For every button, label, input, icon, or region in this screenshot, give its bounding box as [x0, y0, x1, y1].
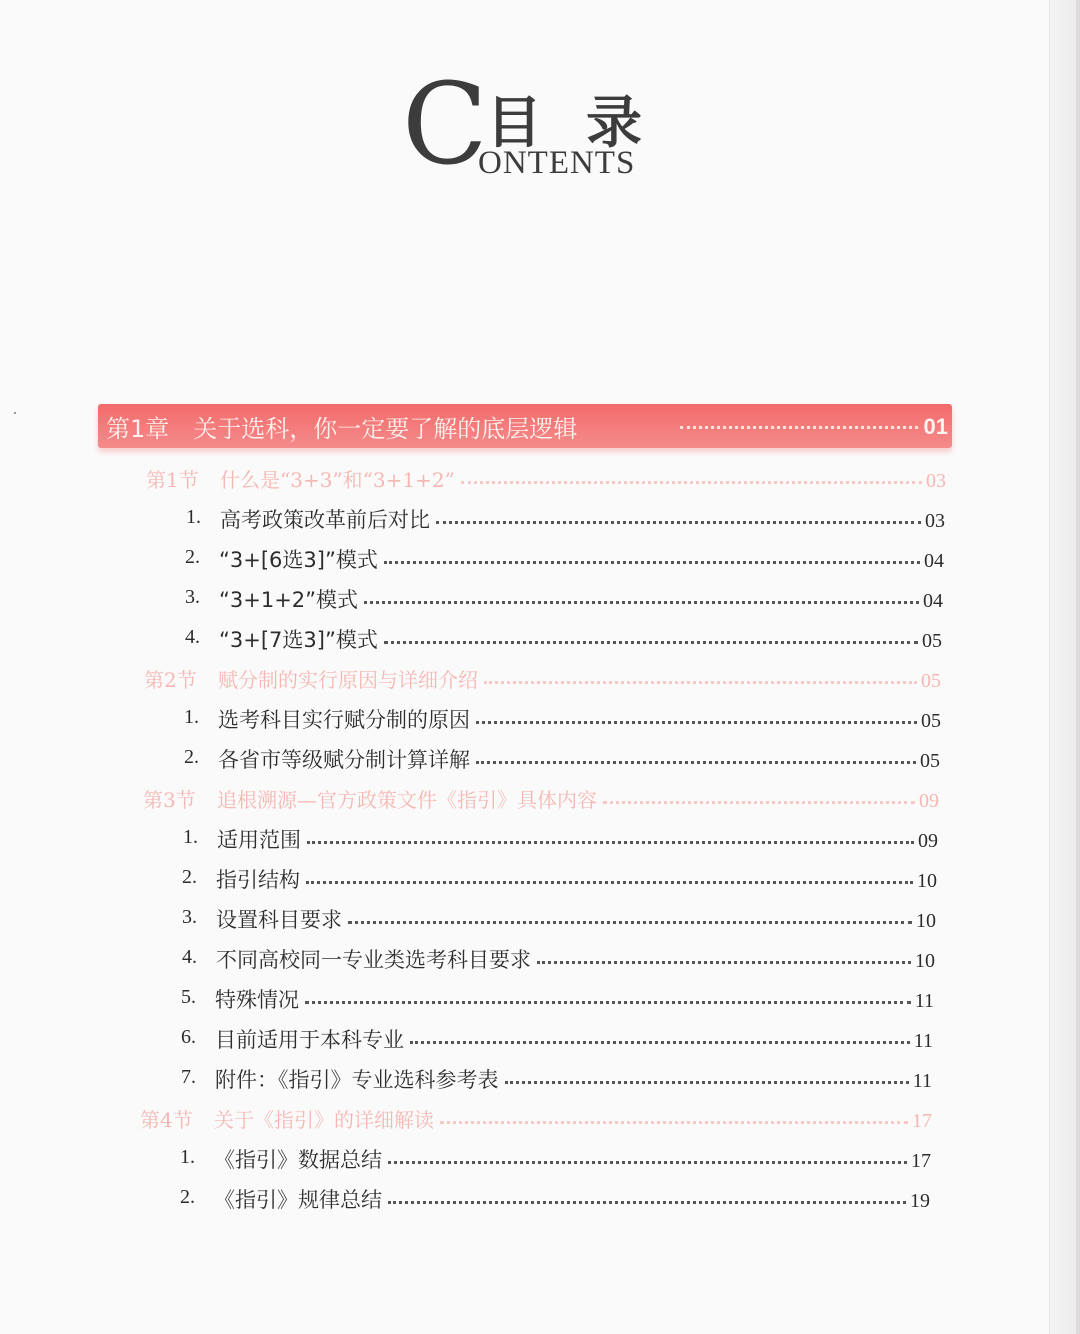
- item-title: 《指引》规律总结: [214, 1188, 382, 1212]
- leader-dots: [384, 641, 918, 644]
- item-number: 4.: [185, 626, 200, 648]
- item-title: “3+[7选3]”模式: [219, 628, 378, 652]
- toc-item-row[interactable]: [181, 986, 934, 1016]
- item-number: 7.: [181, 1066, 196, 1088]
- item-title: 设置科目要求: [216, 908, 342, 932]
- item-page-number: 04: [924, 550, 944, 572]
- leader-dots: [484, 681, 917, 684]
- item-page-number: 09: [918, 830, 938, 852]
- leader-dots: [603, 801, 915, 804]
- scan-speck: [14, 412, 16, 414]
- toc-item-row[interactable]: [182, 866, 937, 896]
- toc-item-row[interactable]: [184, 706, 941, 736]
- section-page-number: 17: [912, 1110, 932, 1132]
- chapter-leader-dots: [680, 426, 918, 429]
- section-number: 第1节: [146, 468, 199, 492]
- item-page-number: 03: [925, 510, 945, 532]
- item-number: 2.: [182, 866, 197, 888]
- chapter-page-number: 01: [923, 414, 948, 439]
- leader-dots: [307, 841, 914, 844]
- toc-item-row[interactable]: [185, 546, 944, 576]
- item-number: 4.: [182, 946, 197, 968]
- section-page-number: 09: [919, 790, 939, 812]
- title-chinese: 目录: [486, 91, 686, 156]
- leader-dots: [388, 1201, 906, 1204]
- item-title: 高考政策改革前后对比: [220, 508, 430, 532]
- item-title: 特殊情况: [215, 988, 299, 1012]
- item-page-number: 11: [913, 1030, 933, 1052]
- item-title: 附件：《指引》专业选科参考表: [215, 1068, 499, 1092]
- item-title: 《指引》数据总结: [214, 1148, 382, 1172]
- toc-item-row[interactable]: [185, 586, 943, 616]
- item-number: 3.: [182, 906, 197, 928]
- toc-item-row[interactable]: [185, 626, 942, 656]
- toc-item-row[interactable]: [181, 1066, 932, 1096]
- leader-dots: [388, 1161, 907, 1164]
- item-number: 5.: [181, 986, 196, 1008]
- item-title: 目前适用于本科专业: [215, 1028, 404, 1052]
- item-number: 1.: [186, 506, 201, 528]
- leader-dots: [440, 1121, 908, 1124]
- leader-dots: [364, 601, 919, 604]
- item-page-number: 05: [920, 750, 940, 772]
- item-page-number: 10: [915, 950, 935, 972]
- leader-dots: [537, 961, 911, 964]
- chapter-1-bar[interactable]: [98, 404, 952, 448]
- section-page-number: 05: [921, 670, 941, 692]
- toc-section-row[interactable]: [144, 666, 941, 696]
- section-title: 追根溯源—官方政策文件《指引》具体内容: [217, 788, 597, 812]
- toc-item-row[interactable]: [182, 946, 935, 976]
- item-page-number: 11: [914, 990, 934, 1012]
- section-title: 关于《指引》的详细解读: [214, 1108, 434, 1132]
- leader-dots: [436, 521, 921, 524]
- item-number: 6.: [181, 1026, 196, 1048]
- item-number: 2.: [180, 1186, 195, 1208]
- item-number: 3.: [185, 586, 200, 608]
- title-big-c: C: [402, 60, 488, 190]
- leader-dots: [348, 921, 912, 924]
- item-page-number: 05: [921, 710, 941, 732]
- item-number: 1.: [183, 826, 198, 848]
- leader-dots: [476, 721, 917, 724]
- item-number: 2.: [185, 546, 200, 568]
- leader-dots: [384, 561, 920, 564]
- toc-item-row[interactable]: [186, 506, 945, 536]
- section-page-number: 03: [926, 470, 946, 492]
- section-number: 第4节: [140, 1108, 193, 1132]
- toc-section-row[interactable]: [143, 786, 939, 816]
- item-title: 各省市等级赋分制计算详解: [218, 748, 470, 772]
- item-title: “3+1+2”模式: [219, 588, 359, 612]
- toc-section-row[interactable]: [140, 1106, 932, 1136]
- item-number: 2.: [184, 746, 199, 768]
- section-number: 第2节: [144, 668, 197, 692]
- item-title: “3+[6选3]”模式: [219, 548, 378, 572]
- item-title: 选考科目实行赋分制的原因: [218, 708, 470, 732]
- leader-dots: [410, 1041, 910, 1044]
- contents-title: [400, 60, 686, 195]
- toc-item-row[interactable]: [182, 906, 936, 936]
- toc-section-row[interactable]: [146, 466, 946, 496]
- item-page-number: 11: [912, 1070, 932, 1092]
- item-number: 1.: [180, 1146, 195, 1168]
- item-page-number: 19: [910, 1190, 930, 1212]
- toc-item-row[interactable]: [180, 1186, 930, 1216]
- item-page-number: 17: [911, 1150, 931, 1172]
- item-page-number: 10: [917, 870, 937, 892]
- toc-item-row[interactable]: [184, 746, 940, 776]
- item-title: 指引结构: [216, 868, 300, 892]
- binding-line: [1076, 0, 1080, 1334]
- title-english: ONTENTS: [478, 145, 636, 181]
- chapter-title: 第1章 关于选科，你一定要了解的底层逻辑: [106, 415, 578, 443]
- leader-dots: [476, 761, 916, 764]
- leader-dots: [306, 881, 913, 884]
- leader-dots: [305, 1001, 911, 1004]
- item-number: 1.: [184, 706, 199, 728]
- item-page-number: 04: [923, 590, 943, 612]
- item-title: 不同高校同一专业类选考科目要求: [216, 948, 531, 972]
- section-title: 赋分制的实行原因与详细介绍: [218, 668, 478, 692]
- item-page-number: 05: [922, 630, 942, 652]
- toc-item-row[interactable]: [180, 1146, 931, 1176]
- item-title: 适用范围: [217, 828, 301, 852]
- section-number: 第3节: [143, 788, 196, 812]
- toc-item-row[interactable]: [183, 826, 938, 856]
- toc-item-row[interactable]: [181, 1026, 933, 1056]
- item-page-number: 10: [916, 910, 936, 932]
- leader-dots: [461, 481, 922, 484]
- section-title: 什么是“3+3”和“3+1+2”: [220, 468, 455, 492]
- leader-dots: [505, 1081, 909, 1084]
